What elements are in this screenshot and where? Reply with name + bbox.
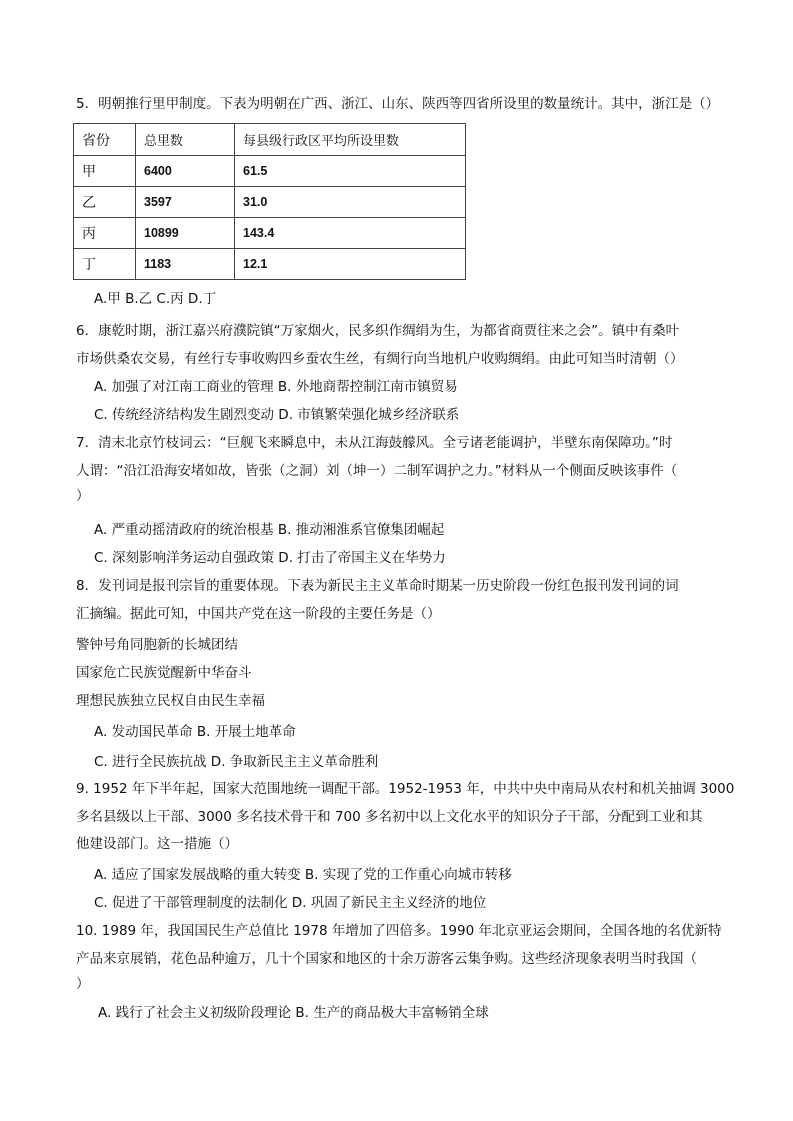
header-average-li: 每县级行政区平均所设里数 [235,124,466,156]
total-li-cell: 1183 [136,249,235,280]
table-row [74,156,466,187]
total-li-cell: 10899 [136,218,235,249]
header-province: 省份 [74,124,136,156]
question-7-options-ab: A. 严重动摇清政府的统治根基 B. 推动湘淮系官僚集团崛起 [94,522,445,538]
question-5-options: A.甲 B.乙 C.丙 D.丁 [94,291,217,307]
question-8-options-cd: C. 进行全民族抗战 D. 争取新民主主义革命胜利 [94,754,379,770]
table-row [74,187,466,218]
table-header-row [74,124,466,156]
province-li-table [73,123,466,280]
average-li-cell: 31.0 [235,187,466,218]
question-9-options-cd: C. 促进了干部管理制度的法制化 D. 巩固了新民主主义经济的地位 [94,895,487,911]
question-10-options-ab: A. 践行了社会主义初级阶段理论 B. 生产的商品极大丰富畅销全球 [98,1005,489,1021]
province-cell: 甲 [74,156,136,187]
vocabulary-line: 理想民族独立民权自由民生幸福 [76,693,265,709]
question-10-line-2: 产品来京展销，花色品种逾万，几十个国家和地区的十余万游客云集争购。这些经济现象表明当时我国（ [76,951,697,967]
question-8-line-2: 汇摘编。据此可知，中国共产党在这一阶段的主要任务是（） [76,606,441,622]
total-li-cell: 3597 [136,187,235,218]
question-10-line-1: 10. 1989 年，我国国民生产总值比 1978 年增加了四倍多。1990 年北京亚运会期间，全国各地的名优新特 [76,923,722,939]
total-li-cell: 6400 [136,156,235,187]
question-9-options-ab: A. 适应了国家发展战略的重大转变 B. 实现了党的工作重心向城市转移 [94,867,512,883]
question-9-line-3: 他建设部门。这一措施（） [76,836,238,852]
question-5-stem: 5．明朝推行里甲制度。下表为明朝在广西、浙江、山东、陕西等四省所设里的数量统计。其中，浙江是（） [76,96,720,112]
question-8-options-ab: A. 发动国民革命 B. 开展土地革命 [94,724,296,740]
vocabulary-line: 国家危亡民族觉醒新中华奋斗 [76,665,252,681]
question-6-line-2: 市场供桑农交易，有丝行专事收购四乡蚕农生丝，有绸行向当地机户收购绸绢。由此可知当时清朝（） [76,351,684,367]
province-cell: 丙 [74,218,136,249]
table-row [74,249,466,280]
table-row [74,218,466,249]
question-6-options-cd: C. 传统经济结构发生剧烈变动 D. 市镇繁荣强化城乡经济联系 [94,407,460,423]
province-cell: 丁 [74,249,136,280]
question-6-line-1: 6．康乾时期，浙江嘉兴府濮院镇“万家烟火，民多织作绸绢为生，为都省商贾往来之会”。镇中有桑叶 [76,323,680,339]
question-9-line-2: 多名县级以上干部、3000 多名技术骨干和 700 多名初中以上文化水平的知识分子干部，分配到工业和其 [76,809,703,825]
question-6-options-ab: A. 加强了对江南工商业的管理 B. 外地商帮控制江南市镇贸易 [94,379,458,395]
question-8-line-1: 8．发刊词是报刊宗旨的重要体现。下表为新民主主义革命时期某一历史阶段一份红色报刊发刊词的词 [76,578,679,594]
question-10-line-3: ） [76,976,90,992]
question-7-line-1: 7．清末北京竹枝词云：“巨舰飞来瞬息中，未从江海鼓艨风。全亏诸老能调护，半壁东南保障功。”时 [76,435,673,451]
province-cell: 乙 [74,187,136,218]
average-li-cell: 12.1 [235,249,466,280]
average-li-cell: 61.5 [235,156,466,187]
question-7-options-cd: C. 深刻影响洋务运动自强政策 D. 打击了帝国主义在华势力 [94,550,446,566]
question-7-line-3: ） [76,488,90,504]
average-li-cell: 143.4 [235,218,466,249]
question-9-line-1: 9. 1952 年下半年起，国家大范围地统一调配干部。1952-1953 年，中共中央中南局从农村和机关抽调 3000 [76,781,735,797]
header-total-li: 总里数 [136,124,235,156]
question-7-line-2: 人谓：“沿江沿海安堵如故，皆张（之洞）刘（坤一）二制军调护之力。”材料从一个侧面反映该事件（ [76,463,678,479]
vocabulary-line: 警钟号角同胞新的长城团结 [76,637,238,653]
